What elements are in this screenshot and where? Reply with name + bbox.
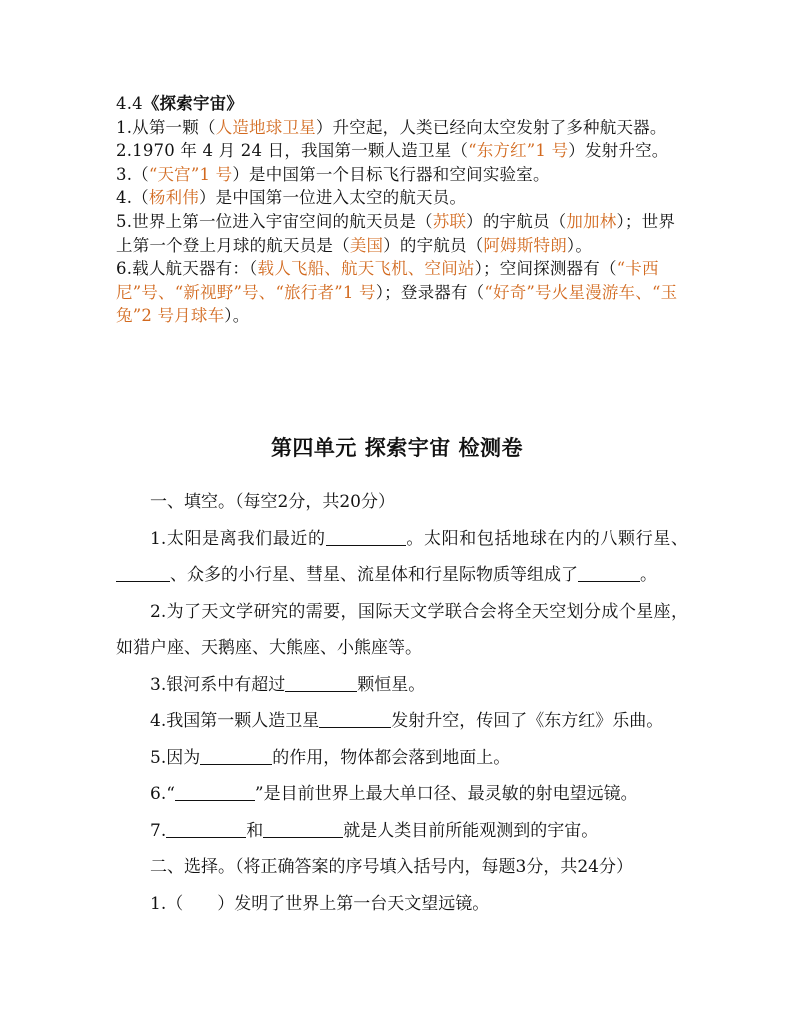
- note-answer: “卡西尼”号、“新视野”号、“旅行者”1 号: [116, 259, 659, 302]
- answer-blank[interactable]: [116, 564, 170, 582]
- notes-heading: [116, 92, 686, 116]
- note-answer: 美国: [349, 235, 384, 255]
- question-2-1: 1.（ ）发明了世界上第一台天文望远镜。: [150, 893, 490, 914]
- answer-blank[interactable]: [200, 747, 272, 765]
- note-item-6: 6.载人航天器有：（载人飞船、航天飞机、空间站）；空间探测器有（“卡西尼”号、“新视野”号、“旅行者”1 号）；登录器有（“好奇”号火星漫游车、“玉兔”2 号月球车）。: [116, 259, 678, 326]
- note-answer: “东方红”1 号: [468, 141, 569, 161]
- answer-blank[interactable]: [263, 820, 343, 838]
- note-item-2: 2.1970 年 4 月 24 日，我国第一颗人造卫星（“东方红”1 号）发射升空。: [116, 141, 669, 161]
- question-1-7: 7. 和 就是人类目前所能观测到的宇宙。: [150, 820, 599, 841]
- note-item-3: 3.（“天宫”1 号）是中国第一个目标飞行器和空间实验室。: [116, 164, 550, 184]
- page-title: 第四单元 探索宇宙 检测卷: [270, 436, 524, 460]
- answer-blank[interactable]: [166, 820, 246, 838]
- note-item-4: 4.（杨利伟）是中国第一位进入太空的航天员。: [116, 188, 467, 208]
- answer-blank[interactable]: [578, 564, 640, 582]
- note-answer: 人造地球卫星: [215, 117, 316, 137]
- answer-blank[interactable]: [326, 528, 406, 546]
- question-1-1: 1.太阳是离我们最近的 。太阳和包括地球在内的八颗行星、、众多的小行星、彗星、流星体和行星际物质等组成了 。: [116, 521, 688, 594]
- note-answer: “天宫”1 号: [148, 164, 233, 184]
- question-1-6: 6.“ ”是目前世界上最大单口径、最灵敏的射电望远镜。: [150, 784, 638, 804]
- notes-heading-number: 4.4: [116, 94, 143, 113]
- answer-blank[interactable]: [175, 783, 255, 801]
- note-answer: 载人飞船、航天飞机、空间站: [257, 259, 475, 279]
- question-1-5: 5.因为 的作用，物体都会落到地面上。: [150, 747, 511, 768]
- answer-blank[interactable]: [285, 674, 357, 692]
- question-1-2: 2.为了天文学研究的需要，国际天文学联合会将全天空划分成个星座，如猎户座、天鹅座、大熊座、小熊座等。: [116, 601, 688, 658]
- note-answer: 杨利伟: [148, 188, 199, 208]
- note-answer: 阿姆斯特朗: [483, 235, 567, 255]
- answer-blank[interactable]: [319, 710, 391, 728]
- question-1-3: 3.银河系中有超过 颗恒星。: [150, 674, 426, 695]
- note-answer: 苏联: [432, 211, 467, 231]
- section-1-heading: 一、填空。（每空2分，共20分）: [150, 492, 395, 512]
- note-item-1: 1.从第一颗（人造地球卫星）升空起，人类已经向太空发射了多种航天器。: [116, 117, 667, 137]
- exam-section: [116, 484, 688, 922]
- notes-section: [116, 92, 686, 328]
- note-answer: 加加林: [566, 211, 617, 231]
- section-2-heading: 二、选择。（将正确答案的序号填入括号内，每题3分，共24分）: [150, 857, 633, 877]
- question-1-4: 4.我国第一颗人造卫星 发射升空，传回了《东方红》乐曲。: [150, 711, 664, 731]
- notes-heading-title: 《探索宇宙》: [142, 94, 244, 113]
- note-answer: “好奇”号火星漫游车、“玉兔”2 号月球车: [116, 282, 678, 326]
- note-item-5: 5.世界上第一位进入宇宙空间的航天员是（苏联）的宇航员（加加林）；世界上第一个登上月球的航天员是（美国）的宇航员（阿姆斯特朗）。: [116, 211, 676, 255]
